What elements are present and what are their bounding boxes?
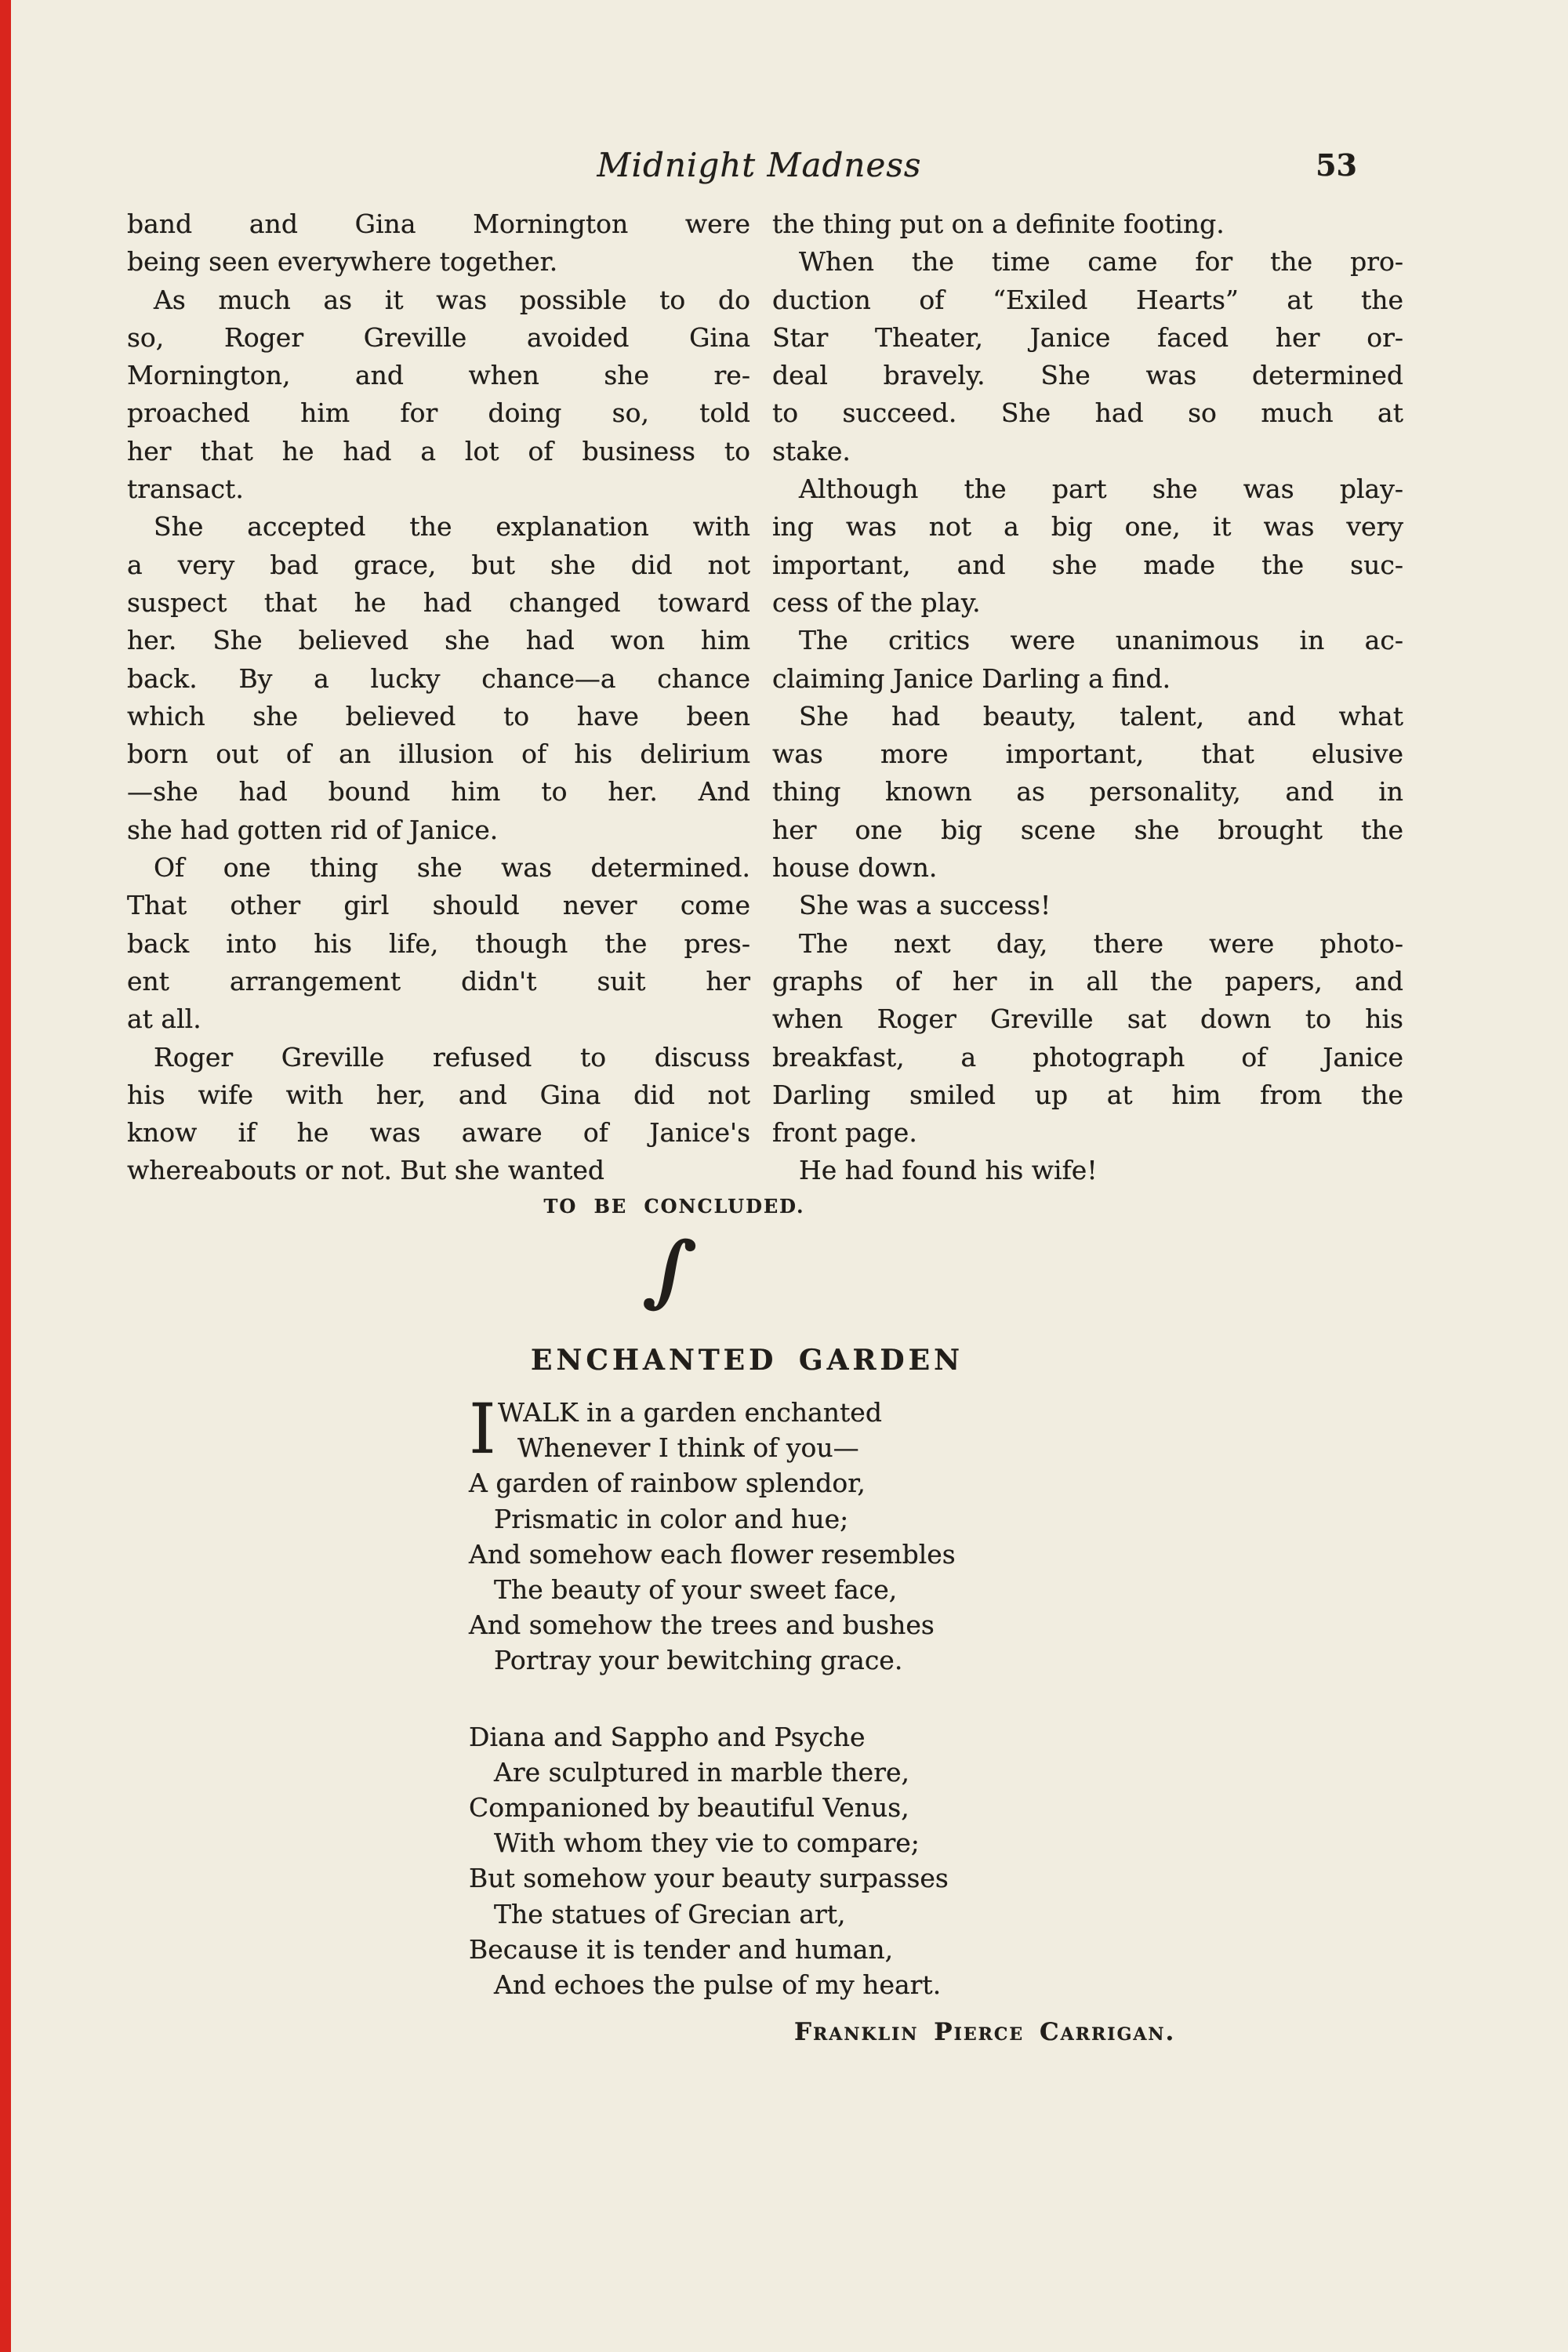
running-head-title: Midnight Madness (597, 146, 922, 184)
text-line: When the time came for the pro- (799, 246, 1403, 278)
text-line: ing was not a big one, it was very (772, 511, 1403, 543)
text-line: house down. (772, 852, 938, 884)
text-line: was more important, that elusive (772, 739, 1403, 770)
text-line: her one big scene she brought the (772, 814, 1403, 845)
poem-line: And somehow each flower resembles (469, 1538, 956, 1570)
poem-line: The statues of Grecian art, (494, 1898, 846, 1929)
text-line: back into his life, though the pres- (127, 927, 750, 959)
poem-line: Portray your bewitching grace. (494, 1645, 903, 1676)
poem-line: Diana and Sappho and Psyche (469, 1721, 866, 1752)
text-line: at all. (127, 1004, 201, 1035)
page-number: 53 (1316, 147, 1357, 183)
text-line: cess of the play. (772, 586, 981, 618)
poem-title: ENCHANTED GARDEN (531, 1344, 964, 1377)
text-line: to succeed. She had so much at (772, 397, 1403, 429)
text-line: thing known as personality, and in (772, 776, 1403, 808)
poem-author-byline: Franklin Pierce Carrigan. (794, 2018, 1176, 2046)
text-line: transact. (127, 474, 244, 505)
text-line: Darling smiled up at him from the (772, 1079, 1403, 1110)
text-line: ent arrangement didn't suit her (127, 965, 750, 996)
text-line: breakfast, a photograph of Janice (772, 1041, 1403, 1073)
text-line: deal bravely. She was determined (772, 360, 1403, 391)
running-head (127, 146, 1392, 193)
poem-line: With whom they vie to compare; (494, 1828, 920, 1859)
text-line: born out of an illusion of his delirium (127, 739, 750, 770)
text-line: she had gotten rid of Janice. (127, 814, 499, 845)
poem-line: Whenever I think of you— (517, 1432, 859, 1464)
text-line: The next day, there were photo- (799, 927, 1403, 959)
text-line: stake. (772, 435, 851, 466)
poem-body (469, 1388, 1174, 2002)
poem-line: Because it is tender and human, (469, 1933, 894, 1965)
scan-edge-red-bar (0, 0, 11, 2352)
text-line: proached him for doing so, told (127, 397, 750, 429)
text-line: That other girl should never come (127, 890, 750, 921)
text-line: his wife with her, and Gina did not (127, 1079, 750, 1110)
text-line: important, and she made the suc- (772, 549, 1403, 580)
text-line: She accepted the explanation with (154, 511, 750, 543)
text-line: know if he was aware of Janice's (127, 1117, 750, 1149)
text-line: when Roger Greville sat down to his (772, 1004, 1403, 1035)
text-line: Although the part she was play- (799, 474, 1403, 505)
text-line: being seen everywhere together. (127, 246, 558, 278)
poem-line: Companioned by beautiful Venus, (469, 1792, 909, 1824)
text-line: band and Gina Mornington were (127, 209, 750, 239)
text-line: Star Theater, Janice faced her or- (772, 321, 1403, 353)
text-line: duction of “Exiled Hearts” at the (772, 284, 1403, 315)
text-line: graphs of her in all the papers, and (772, 965, 1403, 996)
text-line: which she believed to have been (127, 700, 750, 731)
to-be-concluded-note: TO BE CONCLUDED. (543, 1195, 805, 1218)
poem-line: And echoes the pulse of my heart. (494, 1969, 942, 2001)
left-text-column (127, 205, 750, 1190)
poem-line: Are sculptured in marble there, (494, 1756, 909, 1788)
text-line: so, Roger Greville avoided Gina (127, 321, 750, 353)
poem-line: And somehow the trees and bushes (469, 1610, 935, 1641)
text-line: the thing put on a definite footing. (772, 209, 1225, 239)
text-line: front page. (772, 1117, 917, 1149)
text-line: whereabouts or not. But she wanted (127, 1155, 604, 1186)
text-line: She had beauty, talent, and what (799, 700, 1403, 731)
poem-drop-cap-letter: I (469, 1388, 496, 1469)
text-line: He had found his wife! (799, 1155, 1098, 1186)
text-line: suspect that he had changed toward (127, 586, 750, 618)
text-line: her. She believed she had won him (127, 625, 750, 656)
text-line: —she had bound him to her. And (127, 776, 750, 808)
text-line: Of one thing she was determined. (154, 852, 750, 884)
poem-line: WALK in a garden enchanted (498, 1397, 882, 1428)
poem-line: But somehow your beauty surpasses (469, 1863, 949, 1894)
text-line: back. By a lucky chance—a chance (127, 662, 750, 694)
text-line: The critics were unanimous in ac- (799, 625, 1403, 656)
poem-line: Prismatic in color and hue; (494, 1503, 849, 1534)
text-line: Mornington, and when she re- (127, 360, 750, 391)
text-line: her that he had a lot of business to (127, 435, 750, 466)
section-divider-flourish-icon: ∫ (640, 1218, 701, 1321)
text-line: a very bad grace, but she did not (127, 549, 750, 580)
text-line: Roger Greville refused to discuss (154, 1041, 750, 1073)
text-line: She was a success! (799, 890, 1051, 921)
text-line: claiming Janice Darling a find. (772, 662, 1171, 694)
poem-line: The beauty of your sweet face, (494, 1574, 898, 1606)
text-line: As much as it was possible to do (154, 284, 750, 315)
right-text-column (772, 205, 1403, 1190)
poem-line: A garden of rainbow splendor, (469, 1468, 866, 1499)
